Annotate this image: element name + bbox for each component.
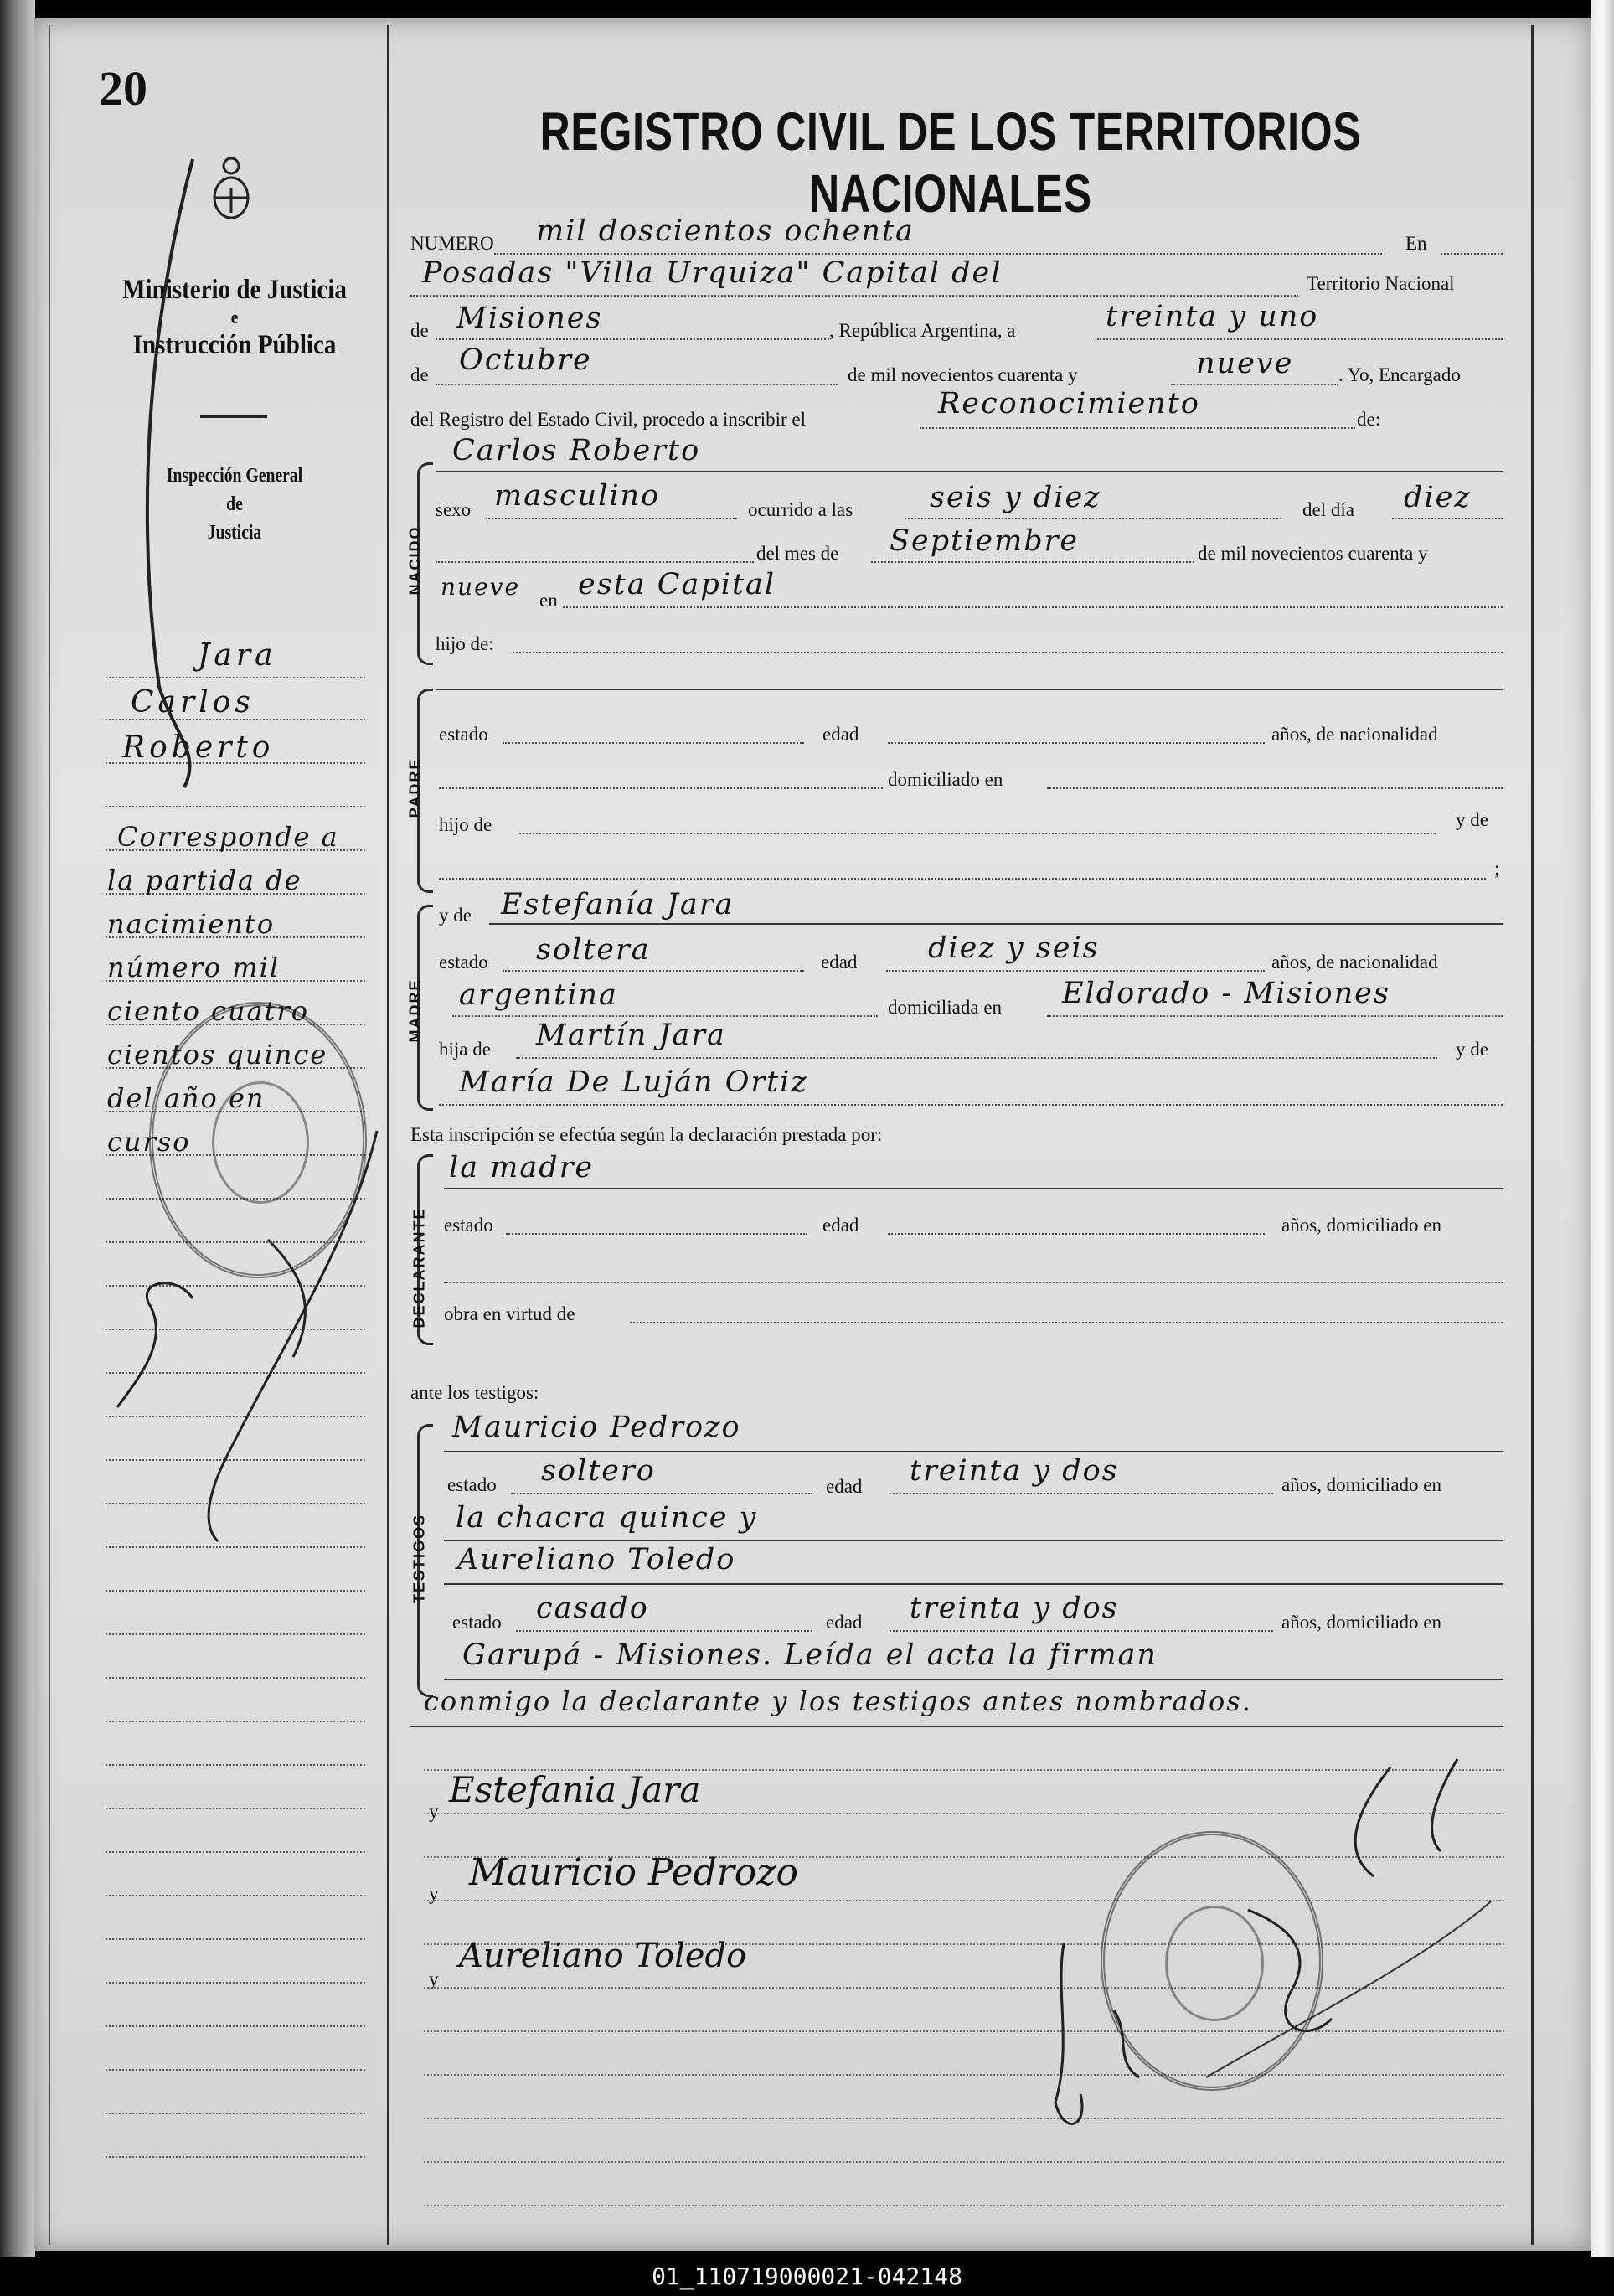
t1-edad-line bbox=[890, 1493, 1273, 1494]
hora-line bbox=[905, 518, 1281, 519]
firma-2: Mauricio Pedrozo bbox=[469, 1851, 798, 1894]
sexo-label: sexo bbox=[436, 499, 472, 520]
madre-domicilio-value: Eldorado - Misiones bbox=[1062, 977, 1390, 1010]
declarante-domicilio-line bbox=[444, 1282, 1503, 1283]
acto-value: Reconocimiento bbox=[938, 387, 1200, 421]
padre-domicilio-line bbox=[1047, 787, 1503, 789]
officer-signature-scribble bbox=[1039, 1742, 1508, 2178]
t2-estado-label: estado bbox=[452, 1612, 502, 1633]
en-label: En bbox=[1405, 233, 1427, 254]
inspection-line-2: de bbox=[226, 493, 243, 515]
register-title: REGISTRO CIVIL DE LOS TERRITORIOS NACIONALES bbox=[539, 101, 1362, 224]
ministry-line-2: e bbox=[230, 307, 239, 328]
padre-edad-line bbox=[888, 742, 1265, 744]
margin-note-line: Corresponde a bbox=[117, 821, 339, 853]
mes-nac-line bbox=[871, 561, 1194, 563]
padre-estado-line bbox=[503, 742, 804, 744]
de-label-2: de bbox=[410, 364, 429, 385]
padre-anios-label: años, de nacionalidad bbox=[1271, 724, 1438, 745]
republica-label: , República Argentina, a bbox=[829, 320, 1016, 341]
en-line bbox=[1441, 253, 1503, 255]
margin-line bbox=[106, 1808, 365, 1809]
madre-nombre-value: Estefanía Jara bbox=[501, 888, 735, 921]
mes-nac-value: Septiembre bbox=[890, 524, 1080, 558]
t2-nombre-line bbox=[444, 1583, 1503, 1585]
right-border bbox=[1531, 25, 1534, 2245]
t1-anios-label: años, domiciliado en bbox=[1281, 1474, 1441, 1495]
firma-2-prefix: y bbox=[429, 1883, 439, 1904]
padre-hijo-label: hijo de bbox=[439, 814, 492, 835]
hora-value: seis y diez bbox=[930, 481, 1101, 514]
madre-section-label: MADRE bbox=[406, 978, 424, 1043]
margin-line bbox=[106, 2156, 365, 2158]
scan-caption: 01_110719000021-042148 bbox=[0, 2257, 1614, 2296]
madre-edad-line bbox=[886, 970, 1265, 972]
margin-surname: Jara bbox=[198, 638, 277, 673]
declarante-edad-line bbox=[888, 1233, 1265, 1235]
margin-note-line: curso bbox=[107, 1126, 191, 1158]
declarante-edad-label: edad bbox=[822, 1215, 859, 1236]
margin-line bbox=[106, 2025, 365, 2027]
acto-line bbox=[920, 427, 1355, 429]
madre-yde-label-2: y de bbox=[1456, 1039, 1488, 1060]
firma-3-prefix: y bbox=[429, 1968, 439, 1989]
mes-line bbox=[436, 384, 838, 385]
margin-line bbox=[106, 2069, 365, 2071]
padre-hijo-line bbox=[519, 833, 1436, 834]
declarante-nombre-value: la madre bbox=[449, 1151, 595, 1184]
hijo-de-label: hijo de: bbox=[436, 633, 494, 654]
t2-anios-label: años, domiciliado en bbox=[1281, 1612, 1441, 1633]
t1-nombre-line bbox=[444, 1451, 1503, 1452]
t1-estado-line bbox=[511, 1493, 812, 1494]
declaracion-intro: Esta inscripción se efectúa según la declaración prestada por: bbox=[410, 1124, 883, 1145]
padre-semicolon: ; bbox=[1494, 858, 1500, 879]
declarante-estado-line bbox=[506, 1233, 807, 1235]
book-spine bbox=[0, 0, 35, 2262]
ocurrido-label: ocurrido a las bbox=[748, 499, 853, 520]
mil-label: de mil novecientos cuarenta y bbox=[848, 364, 1078, 385]
page-stack-edge bbox=[1591, 0, 1614, 2262]
padre-yde-label: y de bbox=[1456, 809, 1488, 830]
margin-line bbox=[106, 1633, 365, 1635]
madre-edad-label: edad bbox=[821, 952, 858, 973]
madre-hija-label: hija de bbox=[439, 1039, 491, 1060]
margin-given-name-2: Roberto bbox=[122, 730, 275, 765]
t1-domicilio-line bbox=[444, 1540, 1503, 1541]
firma-1-prefix: y bbox=[429, 1801, 439, 1822]
anio-value: nueve bbox=[1196, 347, 1294, 380]
dia-value: treinta y uno bbox=[1106, 300, 1319, 333]
margin-line bbox=[106, 1590, 365, 1592]
margin-line bbox=[106, 1851, 365, 1853]
territorio-value: Misiones bbox=[456, 302, 603, 335]
territorio-line bbox=[436, 338, 829, 340]
declarante-estado-label: estado bbox=[444, 1215, 493, 1236]
margin-line bbox=[106, 1677, 365, 1679]
numero-value: mil doscientos ochenta bbox=[536, 214, 915, 248]
page-number: 20 bbox=[99, 61, 147, 116]
firma-3: Aureliano Toledo bbox=[459, 1937, 747, 1975]
madre-yde-label: y de bbox=[439, 905, 472, 926]
deldia-label: del día bbox=[1302, 499, 1354, 520]
t2-estado-line bbox=[516, 1630, 812, 1632]
numero-line bbox=[494, 253, 1382, 255]
numero-label: NUMERO bbox=[410, 233, 494, 254]
margin-divider bbox=[387, 25, 389, 2245]
nombre-value: Carlos Roberto bbox=[452, 434, 701, 467]
dia-nac-line bbox=[1392, 518, 1503, 519]
margin-line bbox=[106, 1764, 365, 1766]
hijo-de-line bbox=[513, 652, 1503, 653]
margin-line bbox=[106, 1721, 365, 1722]
t1-estado-value: soltero bbox=[541, 1454, 656, 1488]
padre-nac-line bbox=[439, 787, 883, 789]
lugar-nac-value: esta Capital bbox=[578, 568, 776, 601]
padre-domiciliado-label: domiciliado en bbox=[888, 769, 1003, 790]
t1-nombre-value: Mauricio Pedrozo bbox=[452, 1411, 741, 1444]
madre-domicilio-line bbox=[1047, 1015, 1503, 1017]
margin-signature-scribble bbox=[101, 151, 385, 1575]
margin-note-line: nacimiento bbox=[107, 908, 276, 940]
closing-text: conmigo la declarante y los testigos antes nombrados. bbox=[424, 1685, 1252, 1717]
sexo-line bbox=[486, 518, 737, 519]
nacido-line-2 bbox=[436, 561, 754, 563]
declarante-nombre-line bbox=[444, 1188, 1503, 1189]
madre-estado-label: estado bbox=[439, 952, 488, 973]
anio-line bbox=[1171, 384, 1338, 385]
firma-1: Estefania Jara bbox=[449, 1769, 701, 1810]
margin-note-line: número mil bbox=[107, 952, 281, 983]
en-nac-label: en bbox=[539, 590, 558, 611]
margin-line bbox=[106, 1895, 365, 1896]
t2-nombre-value: Aureliano Toledo bbox=[457, 1543, 736, 1576]
margin-given-name: Carlos bbox=[131, 685, 255, 720]
madre-edad-value: diez y seis bbox=[928, 931, 1100, 965]
madre-hija-line bbox=[516, 1057, 1437, 1059]
de-label: de bbox=[410, 320, 429, 341]
margin-line bbox=[106, 1982, 365, 1984]
madre-nac-line bbox=[452, 1015, 878, 1017]
declarante-anios-label: años, domiciliado en bbox=[1281, 1215, 1441, 1236]
ministry-line-1: Ministerio de Justicia bbox=[122, 275, 347, 305]
t2-domicilio-line bbox=[444, 1679, 1503, 1680]
mes-value: Octubre bbox=[459, 343, 592, 377]
t2-estado-value: casado bbox=[536, 1592, 649, 1625]
t2-domicilio-value: Garupá - Misiones. Leída el acta la firman bbox=[462, 1638, 1158, 1672]
margin-note-line: del año en bbox=[107, 1082, 266, 1114]
t2-edad-line bbox=[890, 1630, 1273, 1632]
testigos-intro: ante los testigos: bbox=[410, 1382, 539, 1403]
t2-edad-value: treinta y dos bbox=[910, 1592, 1119, 1625]
guide-line bbox=[424, 2205, 1504, 2206]
madre-madre-value: María De Luján Ortiz bbox=[459, 1065, 808, 1099]
madre-domiciliada-label: domiciliada en bbox=[888, 997, 1003, 1018]
ministry-line-3: Instrucción Pública bbox=[132, 330, 337, 360]
t1-edad-label: edad bbox=[826, 1476, 863, 1497]
delmes-label: del mes de bbox=[756, 543, 839, 564]
encargado-label: . Yo, Encargado bbox=[1338, 364, 1461, 385]
lugar-line bbox=[410, 295, 1298, 297]
nombre-line bbox=[436, 471, 1503, 472]
anio-nac-value: nueve bbox=[441, 573, 521, 601]
padre-yde-line bbox=[439, 878, 1486, 880]
padre-section-label: PADRE bbox=[406, 757, 424, 818]
margin-note-line: la partida de bbox=[107, 864, 302, 896]
margin-note-line: cientos quince bbox=[107, 1039, 328, 1071]
t1-estado-label: estado bbox=[447, 1474, 497, 1495]
lugar-value: Posadas "Villa Urquiza" Capital del bbox=[422, 256, 1003, 290]
dia-nac-value: diez bbox=[1404, 481, 1472, 514]
left-border bbox=[49, 25, 50, 2245]
padre-estado-label: estado bbox=[439, 724, 488, 745]
margin-note-line: ciento cuatro bbox=[107, 995, 310, 1027]
obra-line bbox=[630, 1322, 1503, 1323]
padre-top-line bbox=[436, 689, 1503, 690]
dia-line bbox=[1097, 338, 1503, 340]
sexo-value: masculino bbox=[494, 479, 661, 513]
inspection-line-3: Justicia bbox=[207, 522, 262, 544]
inspection-line-1: Inspección General bbox=[166, 465, 303, 487]
obra-label: obra en virtud de bbox=[444, 1303, 575, 1324]
madre-nombre-line bbox=[489, 923, 1503, 925]
madre-padre-value: Martín Jara bbox=[536, 1019, 726, 1052]
madre-anios-label: años, de nacionalidad bbox=[1271, 952, 1438, 973]
t1-domicilio-value: la chacra quince y bbox=[456, 1501, 758, 1535]
t2-edad-label: edad bbox=[826, 1612, 863, 1633]
padre-edad-label: edad bbox=[822, 724, 859, 745]
lugar-nac-line bbox=[563, 606, 1503, 608]
registro-label: del Registro del Estado Civil, procedo a inscribir el bbox=[410, 409, 807, 430]
madre-estado-value: soltera bbox=[536, 933, 651, 967]
testigos-section-label: TESTIGOS bbox=[410, 1514, 428, 1604]
margin-line bbox=[106, 1938, 365, 1940]
t1-edad-value: treinta y dos bbox=[910, 1454, 1119, 1488]
madre-madre-line bbox=[439, 1104, 1503, 1106]
margin-line bbox=[106, 2113, 365, 2114]
madre-nacionalidad-value: argentina bbox=[459, 978, 618, 1012]
closing-line bbox=[410, 1726, 1503, 1727]
madre-estado-line bbox=[503, 970, 804, 972]
mil-nac-label: de mil novecientos cuarenta y bbox=[1198, 543, 1428, 564]
nacido-section-label: NACIDO bbox=[406, 525, 424, 596]
declarante-section-label: DECLARANTE bbox=[410, 1207, 428, 1329]
de-colon-label: de: bbox=[1357, 409, 1381, 430]
territorio-label: Territorio Nacional bbox=[1307, 273, 1455, 294]
